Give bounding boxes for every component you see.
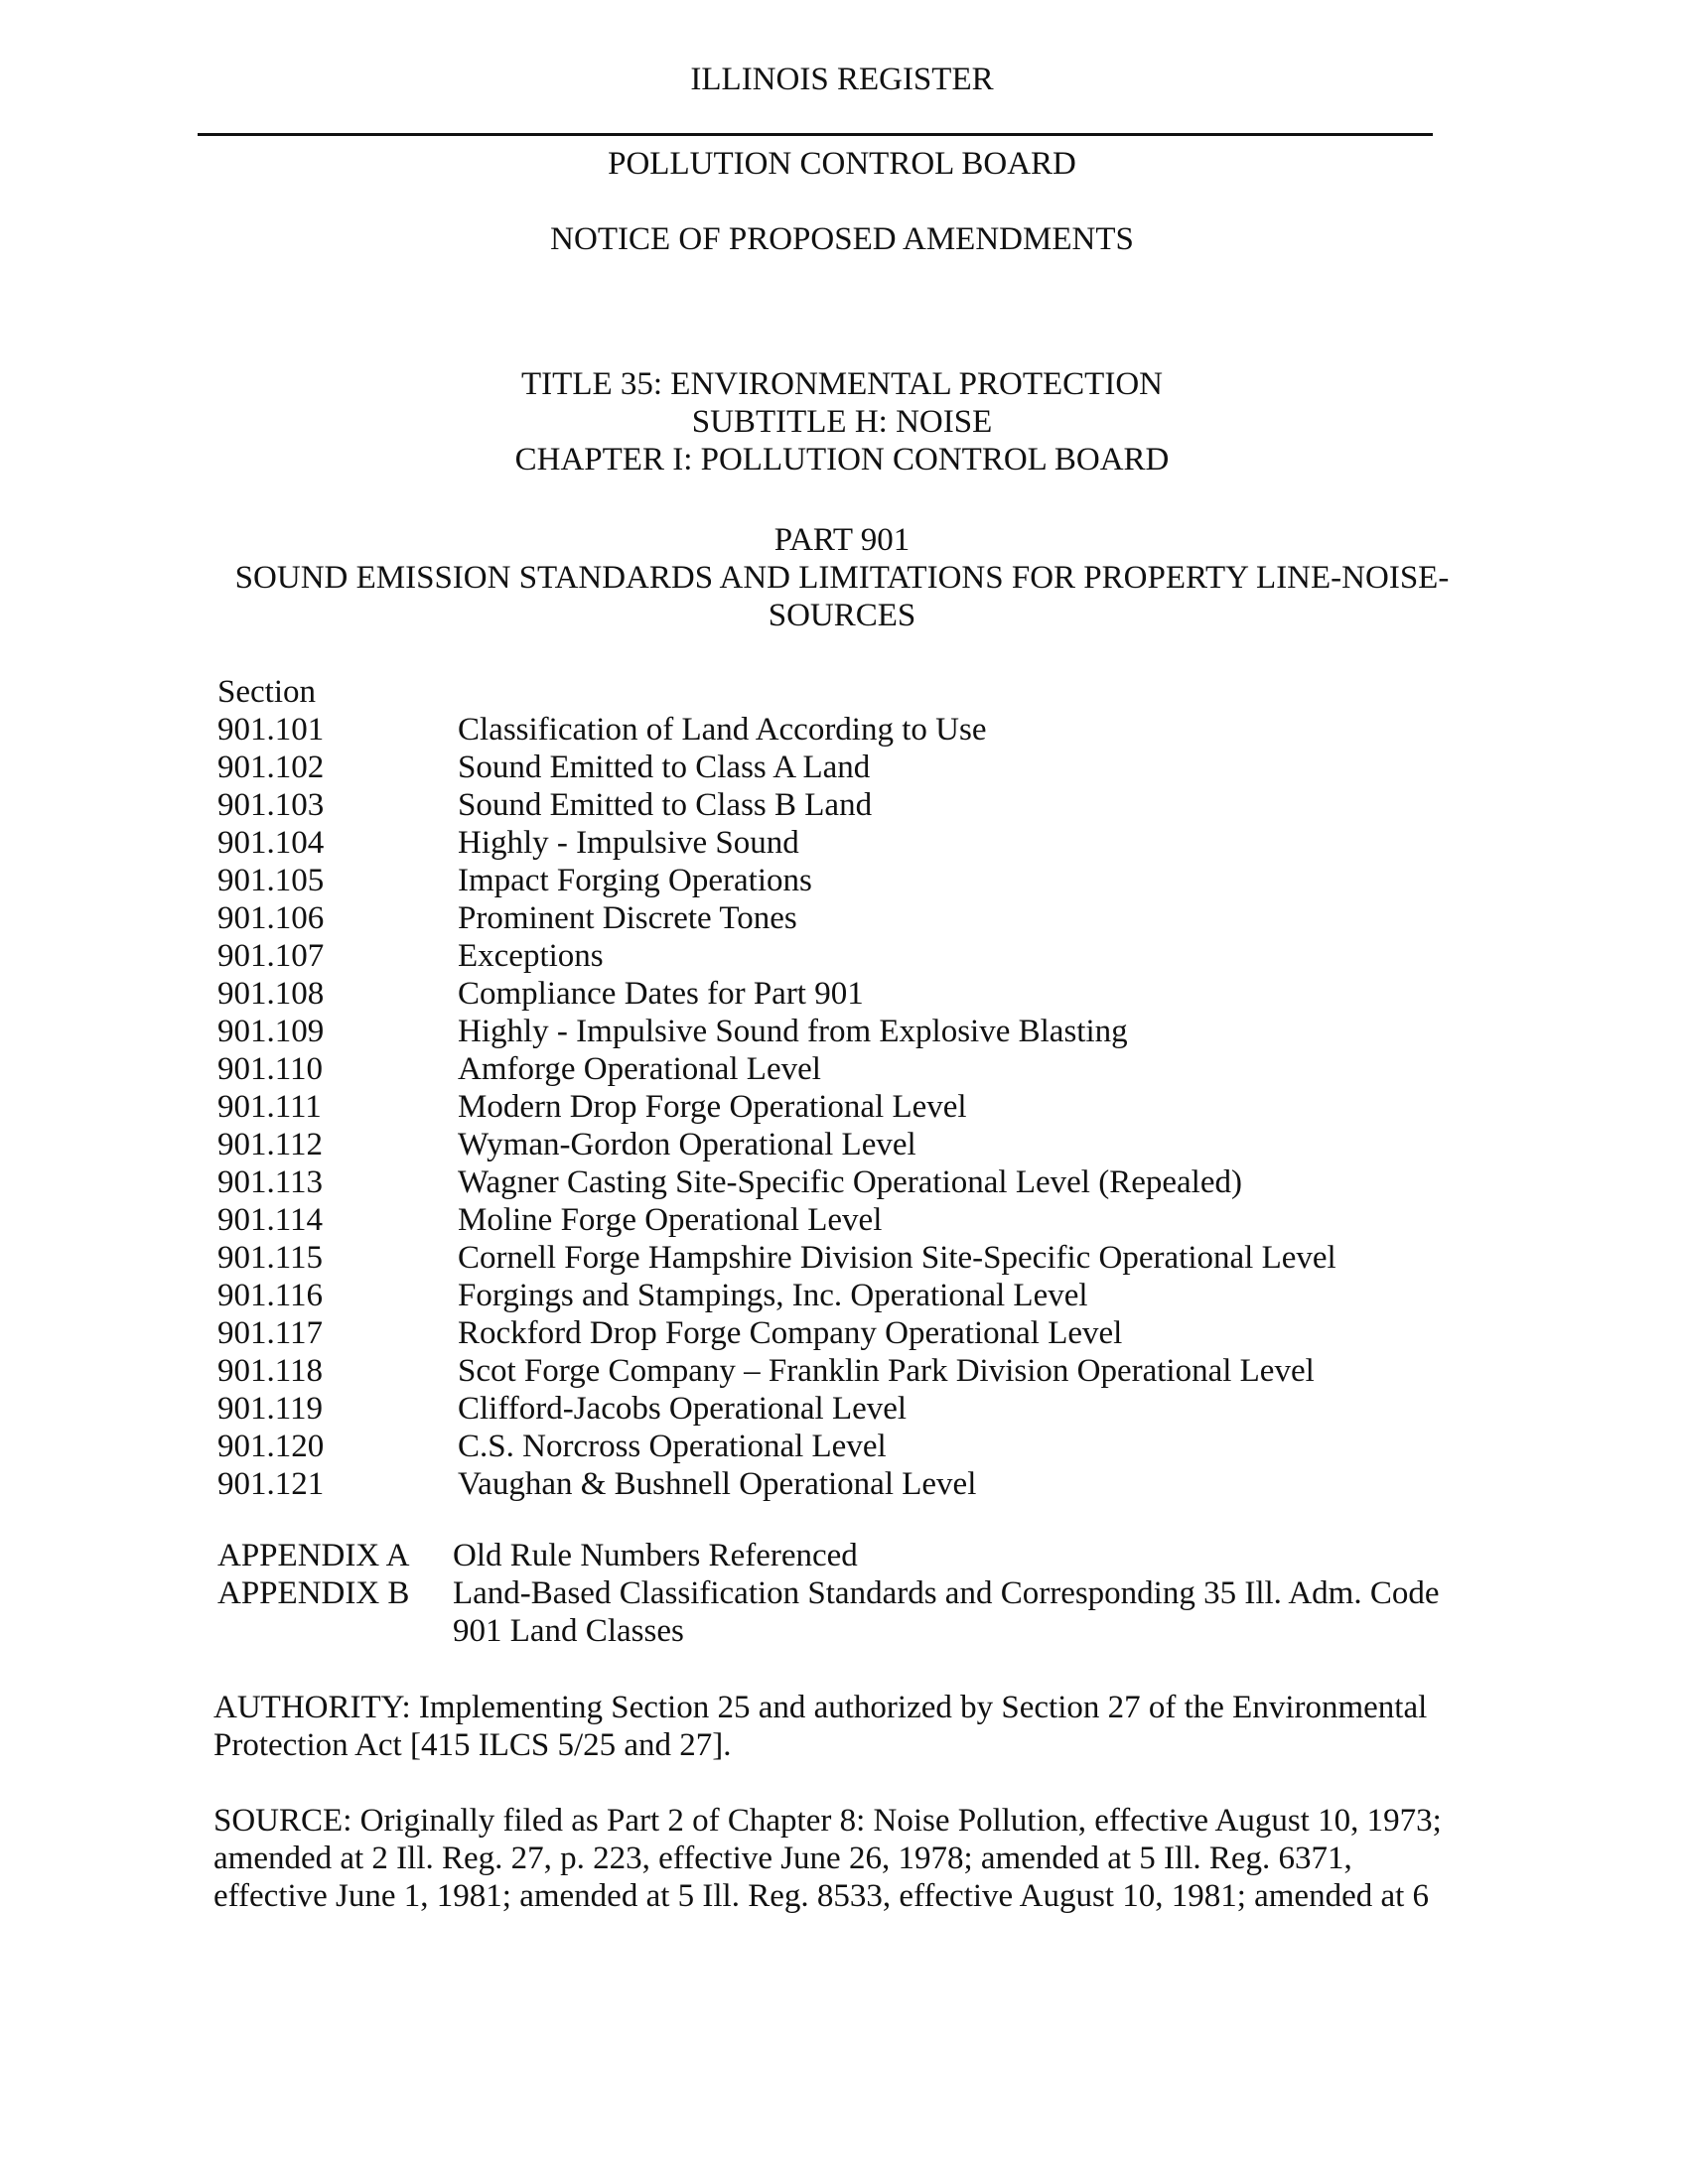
toc-row — [217, 862, 1469, 899]
section-title: Moline Forge Operational Level — [458, 1202, 883, 1238]
section-number: 901.106 — [217, 900, 325, 936]
toc-heading: Section — [217, 674, 316, 710]
section-title: Rockford Drop Forge Company Operational Level — [458, 1315, 1123, 1351]
section-title: Forgings and Stampings, Inc. Operational Level — [458, 1278, 1088, 1313]
toc-row — [217, 1277, 1469, 1314]
title-line: TITLE 35: ENVIRONMENTAL PROTECTION — [521, 366, 1163, 402]
toc-row — [217, 1428, 1469, 1465]
section-number: 901.104 — [217, 825, 325, 861]
appendix-row — [217, 1537, 1469, 1574]
section-number: 901.105 — [217, 863, 325, 898]
section-number: 901.111 — [217, 1089, 322, 1125]
section-title: Highly - Impulsive Sound — [458, 825, 799, 861]
toc-row — [217, 1088, 1469, 1126]
toc-row — [217, 1390, 1469, 1428]
section-title: Sound Emitted to Class B Land — [458, 787, 873, 823]
section-number: 901.118 — [217, 1353, 324, 1389]
section-title: Impact Forging Operations — [458, 863, 812, 898]
toc-row — [217, 786, 1469, 824]
agency-name: POLLUTION CONTROL BOARD — [608, 146, 1076, 182]
toc-row — [217, 1050, 1469, 1088]
section-title: Scot Forge Company – Franklin Park Division Operational Level — [458, 1353, 1315, 1389]
toc-row — [217, 1163, 1469, 1201]
section-title: Compliance Dates for Part 901 — [458, 976, 864, 1012]
section-title: Wyman-Gordon Operational Level — [458, 1127, 916, 1162]
section-title: Modern Drop Forge Operational Level — [458, 1089, 967, 1125]
toc-row — [217, 937, 1469, 975]
part-name-line-1: SOUND EMISSION STANDARDS AND LIMITATIONS FOR PROPERTY LINE-NOISE- — [234, 560, 1450, 596]
table-of-contents — [217, 673, 1469, 1503]
section-number: 901.113 — [217, 1164, 324, 1200]
header-divider — [198, 133, 1433, 136]
section-title: Vaughan & Bushnell Operational Level — [458, 1466, 977, 1502]
section-number: 901.121 — [217, 1466, 325, 1502]
section-title: Exceptions — [458, 938, 604, 974]
section-number: 901.114 — [217, 1202, 324, 1238]
toc-row — [217, 824, 1469, 862]
section-number: 901.102 — [217, 750, 325, 785]
section-number: 901.103 — [217, 787, 325, 823]
toc-row — [217, 899, 1469, 937]
appendix-title: Old Rule Numbers Referenced — [453, 1538, 858, 1573]
section-title: Cornell Forge Hampshire Division Site-Specific Operational Level — [458, 1240, 1336, 1276]
section-number: 901.110 — [217, 1051, 324, 1087]
toc-row — [217, 1201, 1469, 1239]
section-title: Highly - Impulsive Sound from Explosive Blasting — [458, 1014, 1128, 1049]
subtitle-line: SUBTITLE H: NOISE — [691, 404, 993, 440]
toc-row — [217, 1013, 1469, 1050]
section-title: Amforge Operational Level — [458, 1051, 821, 1087]
appendix-list — [217, 1537, 1469, 1650]
toc-row — [217, 975, 1469, 1013]
toc-row — [217, 1465, 1469, 1503]
toc-row — [217, 1352, 1469, 1390]
section-title: Classification of Land According to Use — [458, 712, 987, 748]
section-number: 901.116 — [217, 1278, 324, 1313]
section-title: Sound Emitted to Class A Land — [458, 750, 871, 785]
toc-row — [217, 1314, 1469, 1352]
notice-type: NOTICE OF PROPOSED AMENDMENTS — [550, 221, 1134, 257]
section-number: 901.101 — [217, 712, 325, 748]
appendix-id: APPENDIX A — [217, 1538, 410, 1573]
authority-paragraph: AUTHORITY: Implementing Section 25 and authorized by Section 27 of the Environmental Protection Act [415 ILCS 5/25 and 27]. — [213, 1690, 1428, 1763]
section-title: C.S. Norcross Operational Level — [458, 1429, 887, 1464]
section-number: 901.108 — [217, 976, 325, 1012]
section-number: 901.112 — [217, 1127, 324, 1162]
section-title: Prominent Discrete Tones — [458, 900, 797, 936]
appendix-id: APPENDIX B — [217, 1575, 410, 1611]
section-number: 901.115 — [217, 1240, 324, 1276]
section-number: 901.107 — [217, 938, 325, 974]
section-number: 901.109 — [217, 1014, 325, 1049]
toc-row — [217, 1239, 1469, 1277]
source-paragraph: SOURCE: Originally filed as Part 2 of Chapter 8: Noise Pollution, effective August 10, 1973; amended at 2 Ill. Reg. 27, p. 223, effective June 26, 1978; amended at 5 Ill. Reg. 6371, effective June 1, 1981; amended at 5 Ill. Reg. 8533, effective August 10, 1981; amended at 6 — [213, 1803, 1442, 1914]
register-header: ILLINOIS REGISTER — [690, 62, 994, 97]
toc-row — [217, 1126, 1469, 1163]
part-number: PART 901 — [773, 522, 911, 558]
section-title: Wagner Casting Site-Specific Operational Level (Repealed) — [458, 1164, 1242, 1200]
chapter-line: CHAPTER I: POLLUTION CONTROL BOARD — [514, 442, 1170, 478]
section-title: Clifford-Jacobs Operational Level — [458, 1391, 908, 1427]
toc-row — [217, 749, 1469, 786]
appendix-title: Land-Based Classification Standards and Corresponding 35 Ill. Adm. Code 901 Land Classes — [453, 1575, 1440, 1649]
appendix-row — [217, 1574, 1469, 1650]
part-name-line-2: SOURCES — [768, 598, 916, 633]
toc-row — [217, 711, 1469, 749]
section-number: 901.119 — [217, 1391, 324, 1427]
section-number: 901.120 — [217, 1429, 325, 1464]
section-number: 901.117 — [217, 1315, 324, 1351]
